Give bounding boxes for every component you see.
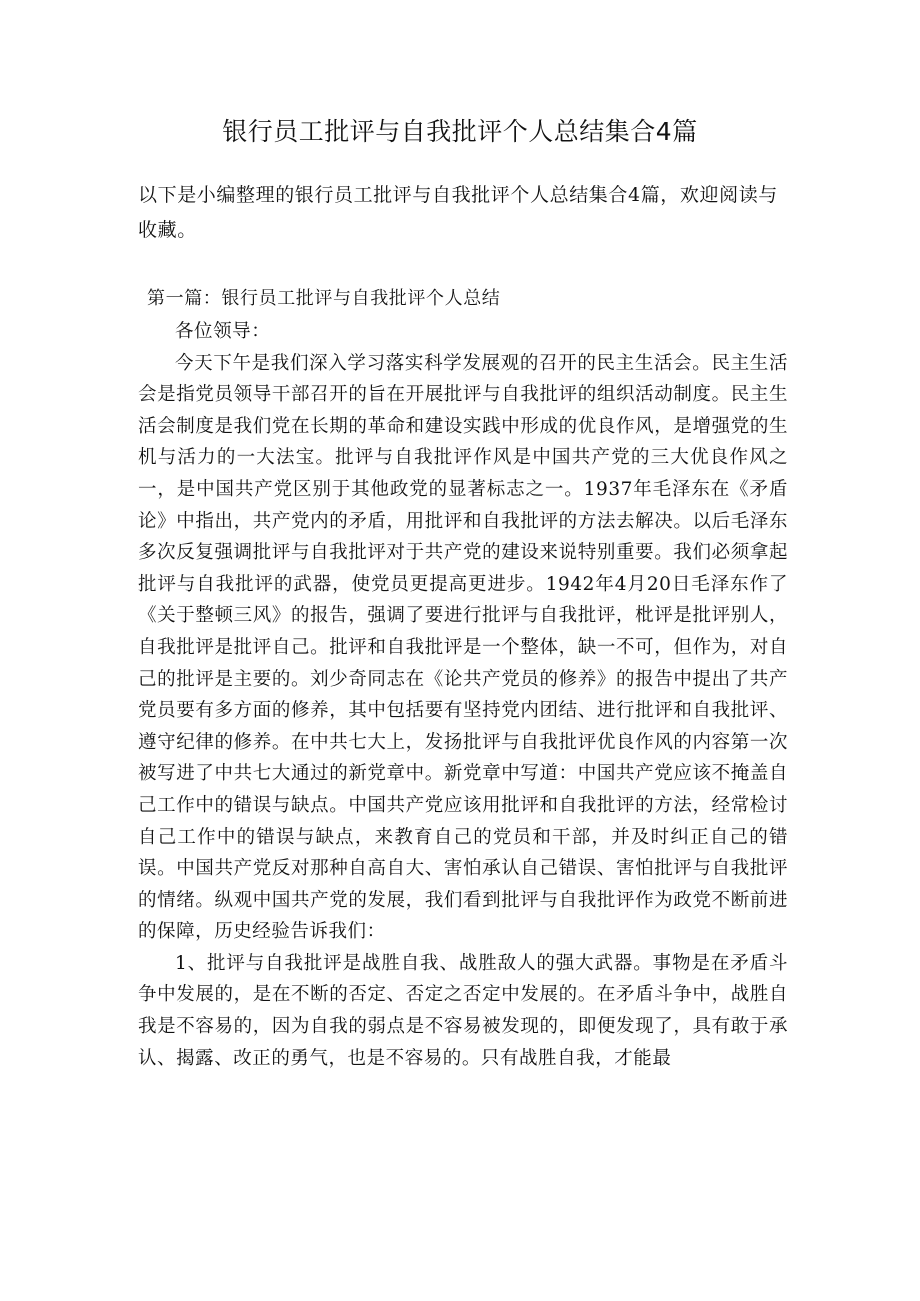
intro-paragraph: 以下是小编整理的银行员工批评与自我批评个人总结集合4篇，欢迎阅读与收藏。 bbox=[138, 184, 778, 241]
section-heading: 第一篇：银行员工批评与自我批评个人总结 bbox=[147, 288, 501, 309]
document-body bbox=[138, 316, 788, 1074]
salutation: 各位领导： bbox=[175, 321, 271, 342]
body-paragraph: 今天下午是我们深入学习落实科学发展观的召开的民主生活会。民主生活会是指党员领导干部召开的旨在开展批评与自我批评的组织活动制度。民主生活会制度是我们党在长期的革命和建设实践中形成的优良作风，是增强党的生机与活力的一大法宝。批评与自我批评作风是中国共产党的三大优良作风之一，是中国共产党区别于其他政党的显著标志之一。1937年毛泽东在《矛盾论》中指出，共产党内的矛盾，用批评和自我批评的方法去解决。以后毛泽东多次反复强调批评与自我批评对于共产党的建设来说特别重要。我们必须拿起批评与自我批评的武器，使党员更提高更进步。1942年4月20日毛泽东作了《关于整顿三风》的报告，强调了要进行批评与自我批评，枇评是批评别人，自我批评是批评自己。批评和自我批评是一个整体，缺一不可，但作为，对自己的批评是主要的。刘少奇同志在《论共产党员的修养》的报告中提出了共产党员要有多方面的修养，其中包括要有坚持党内团结、进行批评和自我批评、遵守纪律的修养。在中共七大上，发扬批评与自我批评优良作风的内容第一次被写进了中共七大通过的新党章中。新党章中写道：中国共产党应该不掩盖自己工作中的错误与缺点。中国共产党应该用批评和自我批评的方法，经常检讨自己工作中的错误与缺点，来教育自己的党员和干部，并及时纠正自己的错误。中国共产党反对那种自高自大、害怕承认自己错误、害怕批评与自我批评的情绪。纵观中国共产党的发展，我们看到批评与自我批评作为政党不断前进的保障，历史经验告诉我们： bbox=[138, 352, 788, 943]
document-title: 银行员工批评与自我批评个人总结集合4篇 bbox=[222, 117, 698, 146]
body-paragraph: 1、批评与自我批评是战胜自我、战胜敌人的强大武器。事物是在矛盾斗争中发展的，是在不断的否定、否定之否定中发展的。在矛盾斗争中，战胜自我是不容易的，因为自我的弱点是不容易被发现的，即便发现了，具有敢于承认、揭露、改正的勇气，也是不容易的。只有战胜自我，才能最 bbox=[138, 952, 788, 1069]
